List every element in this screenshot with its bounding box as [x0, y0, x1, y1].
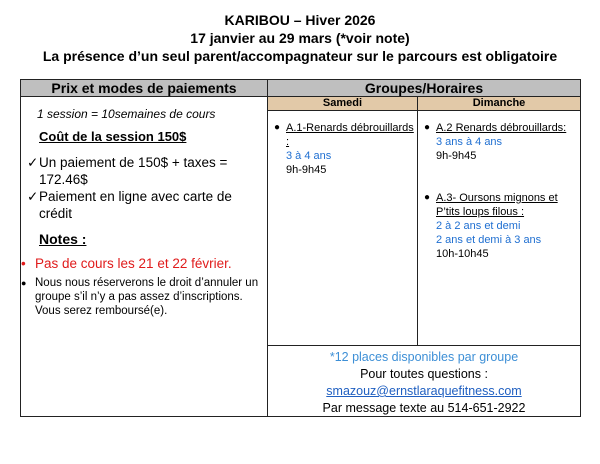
checkmark-icon: ✓ [27, 189, 39, 204]
group-a3 [424, 191, 578, 261]
parent-notice: La présence d’un seul parent/accompagnateur sur le parcours est obligatoire [42, 48, 558, 64]
sunday-schedule [418, 111, 580, 345]
contact-box [268, 345, 580, 416]
pricing-content [21, 97, 267, 416]
group-time: 9h-9h45 [286, 164, 327, 176]
payment-list [27, 154, 261, 222]
session-info: 1 session = 10semaines de cours [37, 107, 216, 121]
session-cost: Coût de la session 150$ [39, 129, 187, 144]
group-time: 10h-10h45 [436, 248, 489, 260]
payment-item [27, 154, 261, 188]
bullet-icon: ● [424, 192, 431, 203]
pricing-column [21, 80, 268, 416]
group-a1 [274, 121, 415, 177]
note-cancellation [21, 276, 261, 318]
group-age: 3 ans à 4 ans [436, 136, 503, 148]
availability-text: *12 places disponibles par groupe [329, 350, 519, 364]
saturday-header: Samedi [268, 97, 418, 111]
group-name: A.2 Renards débrouillards: [436, 122, 567, 134]
group-name: A.3- Oursons mignons et P’tits loups filous : [436, 192, 558, 218]
program-dates: 17 janvier au 29 mars (*voir note) [190, 30, 410, 46]
schedule-heading: Groupes/Horaires [268, 80, 580, 97]
note-black-text: Nous nous réserverons le droit d’annuler un groupe s’il n’y a pas assez d’inscriptions. Vous serez remboursé(e). [35, 277, 259, 317]
schedule-column [268, 80, 580, 416]
info-table [20, 79, 581, 417]
group-name: A.1-Renards débrouillards : [286, 122, 414, 148]
group-time: 9h-9h45 [436, 150, 477, 162]
group-age: 2 ans et demi à 3 ans [436, 234, 542, 246]
pricing-heading: Prix et modes de paiements [21, 80, 267, 97]
sunday-header: Dimanche [418, 97, 580, 111]
bullet-icon: • [21, 256, 26, 271]
document-header [0, 12, 600, 65]
note-red-text: Pas de cours les 21 et 22 février. [35, 256, 232, 271]
program-title: KARIBOU – Hiver 2026 [224, 12, 376, 28]
bullet-icon: ● [21, 278, 27, 288]
notes-title: Notes : [39, 231, 87, 247]
note-no-class [21, 255, 261, 272]
group-age: 2 à 2 ans et demi [436, 220, 521, 232]
contact-email-link[interactable]: smazouz@ernstlaraquefitness.com [326, 384, 522, 398]
bullet-icon: ● [274, 122, 281, 133]
payment-text: Paiement en ligne avec carte de crédit [39, 189, 232, 221]
payment-item [27, 188, 261, 222]
group-age: 3 à 4 ans [286, 150, 332, 162]
bullet-icon: ● [424, 122, 431, 133]
checkmark-icon: ✓ [27, 155, 39, 170]
group-a2 [424, 121, 578, 163]
payment-text: Un paiement de 150$ + taxes = 172.46$ [39, 155, 228, 187]
sms-text: Par message texte au 514-651-2922 [322, 401, 526, 415]
questions-text: Pour toutes questions : [360, 367, 488, 381]
saturday-schedule [268, 111, 418, 345]
